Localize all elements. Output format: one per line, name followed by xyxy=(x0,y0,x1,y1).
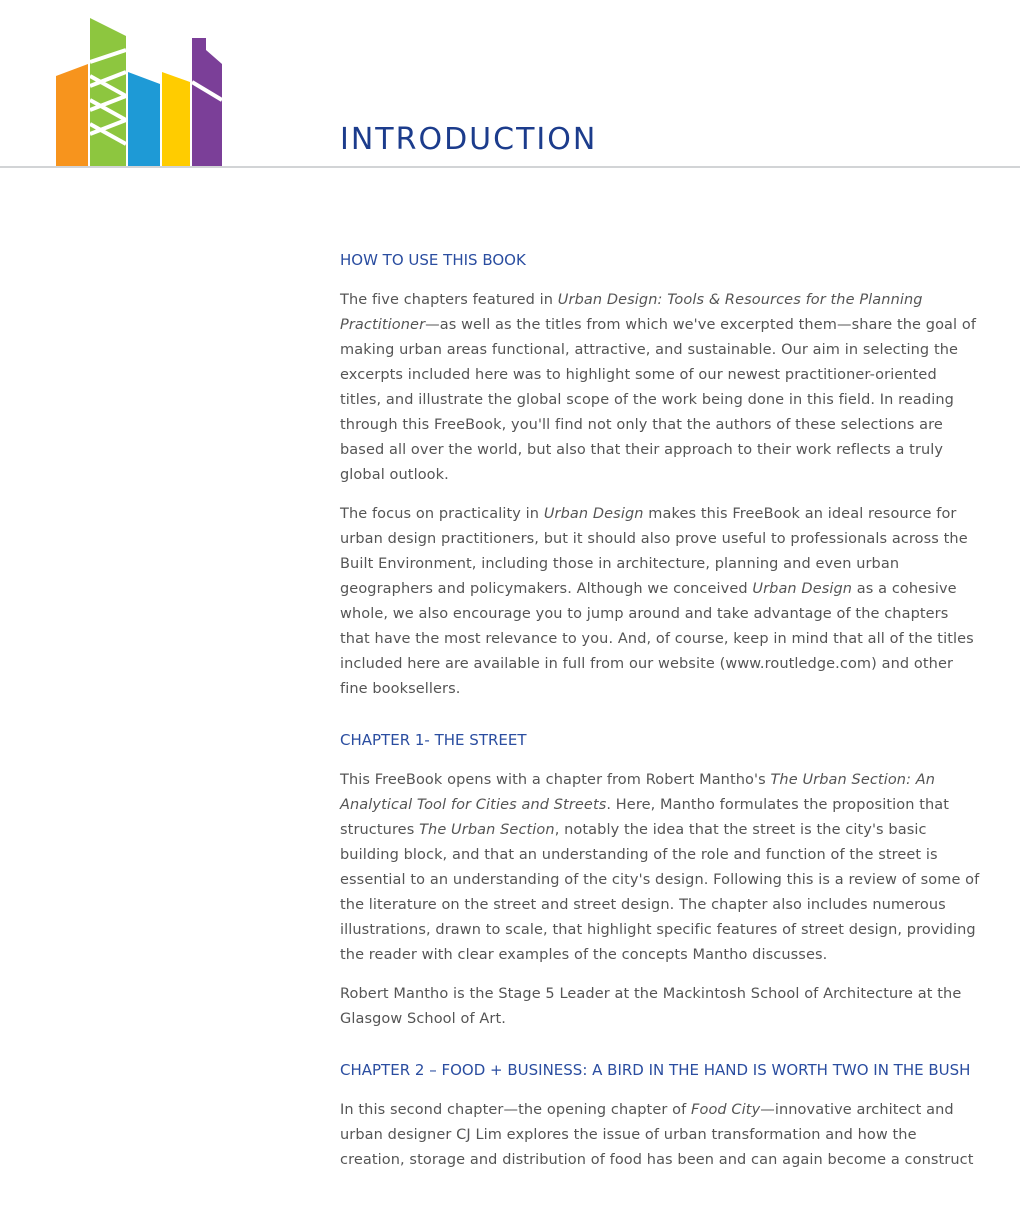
text-run: —innovative architect and urban designer CJ Lim explores the issue of urban transformation and how the creation, storage and distribution of food has been and can again become a construct xyxy=(340,1102,974,1168)
section-heading: CHAPTER 1- THE STREET xyxy=(340,731,527,749)
book-title-italic: Food City xyxy=(691,1102,761,1118)
book-title-italic: Urban Design: Tools & Resources for the Planning Practitioner xyxy=(340,292,923,333)
text-run: makes this FreeBook an ideal resource for urban design practitioners, but it should also prove useful to professionals across the Built Environment, including those in architecture, planning and even urban geographers and policymakers. Although we conceived xyxy=(340,506,968,597)
book-title-italic: The Urban Section xyxy=(419,822,555,838)
section xyxy=(340,1060,980,1173)
header-rule xyxy=(0,166,1020,168)
text-run: as a cohesive whole, we also encourage you to jump around and take advantage of the chapters that have the most relevance to you. And, of course, keep in mind that all of the titles included here are available in full from our website (www.routledge.com) and other fine booksellers. xyxy=(340,581,974,697)
section xyxy=(340,250,980,702)
paragraph xyxy=(340,982,980,1032)
article-body xyxy=(340,250,980,1201)
paragraph xyxy=(340,502,980,702)
section-heading: HOW TO USE THIS BOOK xyxy=(340,251,526,269)
logo-yellow-tower xyxy=(162,72,190,166)
paragraph xyxy=(340,1098,980,1173)
logo-blue-tower xyxy=(128,72,160,166)
text-run: This FreeBook opens with a chapter from Robert Mantho's xyxy=(340,772,771,788)
paragraph xyxy=(340,288,980,488)
book-title-italic: Urban Design xyxy=(543,506,644,522)
text-run: , notably the idea that the street is the city's basic building block, and that an understanding of the role and function of the street is essential to an understanding of the city's design. Following this is a review of some of the literature on the street and street design. The chapter also includes numerous illustrations, drawn to scale, that highlight specific features of street design, providing the reader with clear examples of the concepts Mantho discusses. xyxy=(340,822,980,963)
text-run: . Here, Mantho formulates the proposition that structures xyxy=(340,797,950,838)
section-heading: CHAPTER 2 – FOOD + BUSINESS: A BIRD IN THE HAND IS WORTH TWO IN THE BUSH xyxy=(340,1061,971,1079)
publisher-logo xyxy=(54,16,226,168)
text-run: The five chapters featured in xyxy=(340,292,558,308)
section xyxy=(340,730,980,1032)
paragraph xyxy=(340,768,980,968)
logo-orange-tower xyxy=(56,64,88,166)
text-run: Robert Mantho is the Stage 5 Leader at the Mackintosh School of Architecture at the Glasgow School of Art. xyxy=(340,986,962,1027)
text-run: In this second chapter—the opening chapter of xyxy=(340,1102,692,1118)
page-title: INTRODUCTION xyxy=(340,122,598,157)
text-run: —as well as the titles from which we've excerpted them—share the goal of making urban areas functional, attractive, and sustainable. Our aim in selecting the excerpts included here was to highlight some of our newest practitioner-oriented titles, and illustrate the global scope of the work being done in this field. In reading through this FreeBook, you'll find not only that the authors of these selections are based all over the world, but also that their approach to their work reflects a truly global outlook. xyxy=(340,317,977,483)
book-title-italic: The Urban Section: An Analytical Tool for Cities and Streets xyxy=(340,772,936,813)
text-run: The focus on practicality in xyxy=(340,506,544,522)
book-title-italic: Urban Design xyxy=(752,581,853,597)
logo-purple-tower xyxy=(192,38,222,166)
